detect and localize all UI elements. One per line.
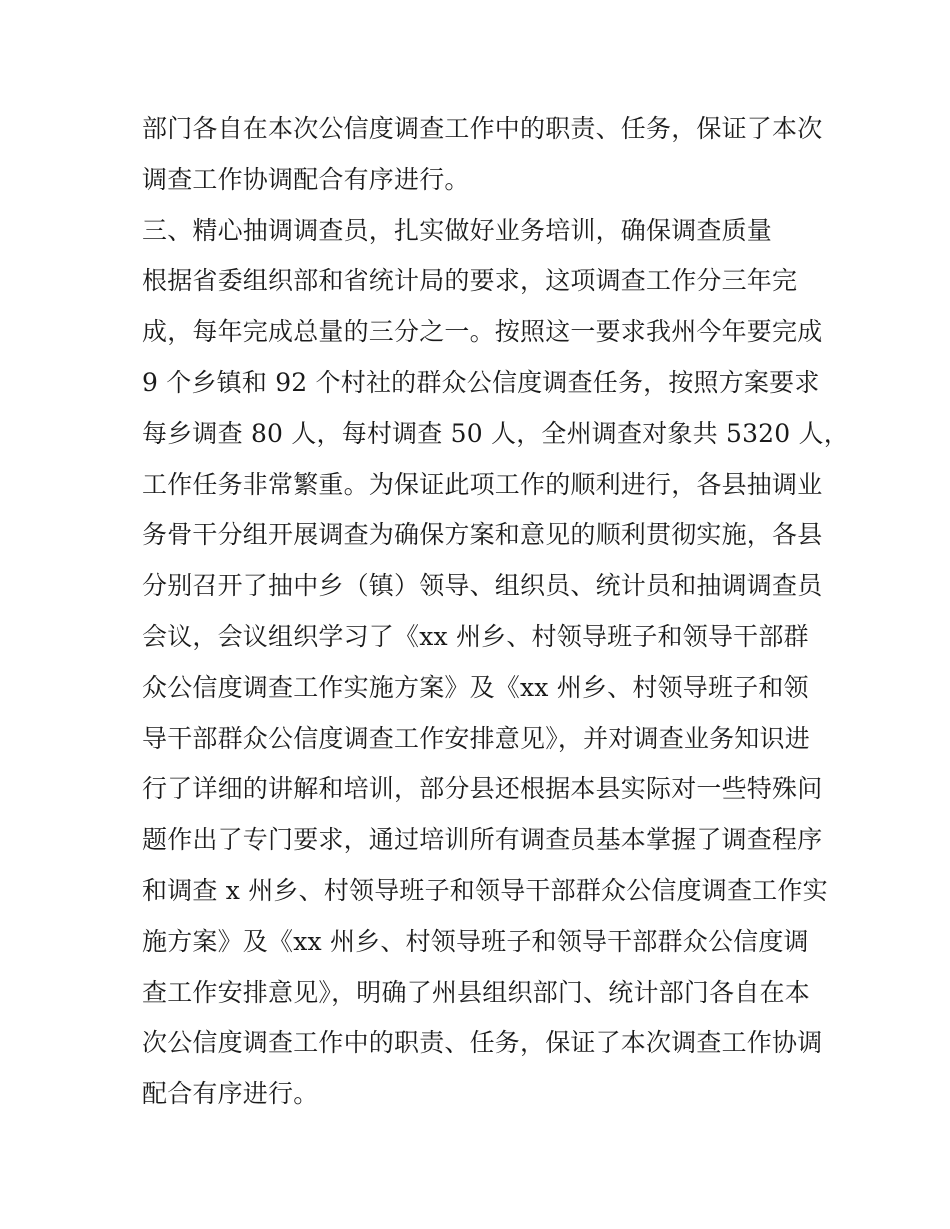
text-line: 施方案》及《xx 州乡、村领导班子和领导干部群众公信度调	[142, 926, 809, 956]
text-line: 分别召开了抽中乡（镇）领导、组织员、统计员和抽调调查员	[142, 571, 823, 601]
text-line: 成，每年完成总量的三分之一。按照这一要求我州今年要完成	[142, 317, 823, 347]
text-line: 和调查 x 州乡、村领导班子和领导干部群众公信度调查工作实	[142, 875, 828, 905]
text-line: 查工作安排意见》，明确了州县组织部门、统计部门各自在本	[142, 977, 810, 1007]
text-line: 次公信度调查工作中的职责、任务，保证了本次调查工作协调	[142, 1028, 823, 1058]
text-line: 务骨干分组开展调查为确保方案和意见的顺利贯彻实施，各县	[142, 520, 823, 550]
document-body	[142, 104, 849, 1120]
text-line: 部门各自在本次公信度调查工作中的职责、任务，保证了本次	[142, 114, 823, 143]
text-line: 题作出了专门要求，通过培训所有调查员基本掌握了调查程序	[142, 825, 823, 855]
text-line: 配合有序进行。	[142, 1079, 319, 1109]
text-line: 工作任务非常繁重。为保证此项工作的顺利进行，各县抽调业	[142, 469, 823, 499]
text-line: 会议，会议组织学习了《xx 州乡、村领导班子和领导干部群	[142, 621, 809, 651]
text-line: 调查工作协调配合有序进行。	[142, 164, 470, 194]
text-line: 行了详细的讲解和培训，部分县还根据本县实际对一些特殊问	[142, 774, 823, 804]
text-line: 9 个乡镇和 92 个村社的群众公信度调查任务，按照方案要求	[142, 367, 820, 397]
text-line: 众公信度调查工作实施方案》及《xx 州乡、村领导班子和领	[142, 672, 809, 702]
text-line: 根据省委组织部和省统计局的要求，这项调查工作分三年完	[142, 266, 798, 296]
text-line: 导干部群众公信度调查工作安排意见》，并对调查业务知识进	[142, 723, 810, 753]
section-heading: 三、精心抽调调查员，扎实做好业务培训，确保调查质量	[142, 215, 773, 245]
text-line: 每乡调查 80 人，每村调查 50 人，全州调查对象共 5320 人，	[142, 418, 849, 448]
